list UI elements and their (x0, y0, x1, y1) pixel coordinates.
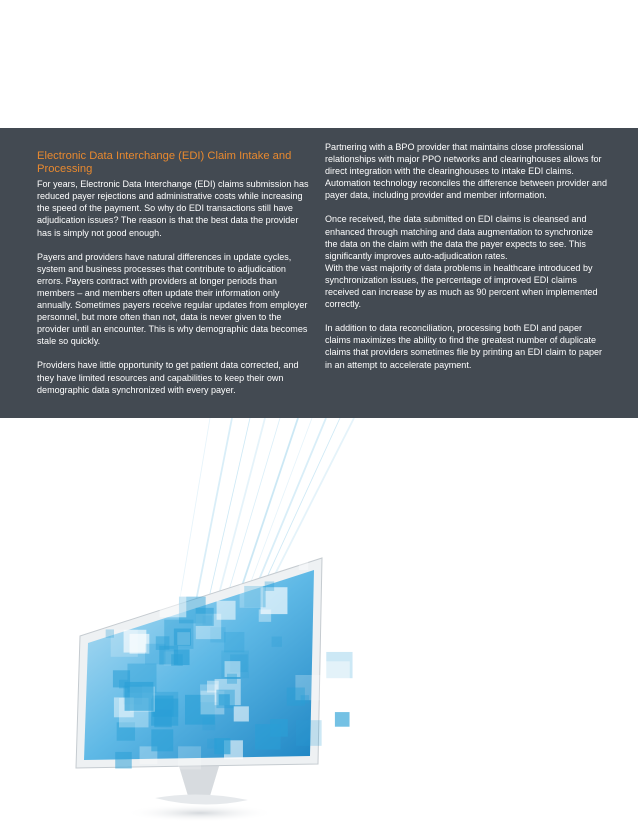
screen-tile (296, 720, 322, 746)
screen-tile (111, 630, 138, 657)
screen-tile (178, 746, 201, 769)
screen-tile (265, 581, 274, 590)
screen-tile (325, 661, 350, 686)
screen-tile (207, 739, 217, 749)
content-band (0, 128, 638, 418)
screen-tile (255, 724, 280, 749)
right-paragraph-3: With the vast majority of data problems in healthcare introduced by synchronization issues, the percentage of improved EDI claims received can increase by as much as 90 percent when implemented correctly. (325, 262, 598, 310)
screen-tile (240, 584, 263, 607)
screen-tile (272, 637, 282, 647)
screen-tile (299, 561, 308, 570)
screen-tile (335, 712, 350, 727)
left-column (37, 143, 312, 408)
stand-shadow (125, 804, 275, 822)
screen-tile (151, 729, 173, 751)
screen-tile (287, 688, 305, 706)
screen-tile (174, 649, 190, 665)
right-paragraph-4: In addition to data reconciliation, processing both EDI and paper claims maximizes the ability to find the greatest number of duplicate claims that providers sometimes file by printing an EDI claim to paper in an attempt to accelerate payment. (325, 323, 603, 370)
left-paragraph-1: For years, Electronic Data Interchange (EDI) claims submission has reduced payer rejections and administrative costs while increasing the speed of the payment. So why do EDI transactions still have adjudication issues? The reason is that the best data the provider has is simply not good enough. (37, 179, 309, 238)
right-paragraph-2: Once received, the data submitted on EDI claims is cleansed and enhanced through matching and data augmentation to synchronize the data on the claim with the data the payer expects to see. This significantly improves auto-adjudication rates. (325, 214, 594, 261)
screen-tile (154, 710, 171, 727)
screen-tile (227, 674, 237, 684)
right-paragraph-1: Partnering with a BPO provider that maintains close professional relationships with major PPO networks and clearinghouses allows for direct integration with the clearinghouses to intake EDI claims. Automation technology reconciles the difference between provider and payer data, including provider and member information. (325, 142, 607, 201)
left-paragraph-2: Payers and providers have natural differences in update cycles, system and business processes that contribute to adjudication errors. Payers contract with providers at longer periods than members – and members often update their information only annually. Sometimes payers receive regular updates from employer personnel, but more often than not, data is never given to the provider until an encounter. This is why demographic data becomes stale so quickly. (37, 251, 308, 347)
screen-tile (156, 636, 170, 650)
monitor-base (155, 794, 248, 804)
section-heading: Electronic Data Interchange (EDI) Claim Intake and Processing (37, 150, 292, 175)
screen-tile (234, 706, 249, 721)
screen-tile (174, 629, 191, 646)
monitor-illustration (60, 418, 380, 826)
screen-tile (224, 632, 244, 652)
screen-tile (259, 609, 271, 621)
left-paragraph-3: Providers have little opportunity to get patient data corrected, and they have limited resources and capabilities to keep their own demographic data synchronized with every payer. (37, 360, 299, 395)
screen-tile (160, 591, 187, 618)
screen-tile (125, 682, 154, 711)
right-column (325, 141, 607, 383)
screen-tile (115, 752, 132, 769)
screen-tile (196, 608, 214, 626)
screen-tile (106, 629, 114, 637)
screen-tile (216, 690, 234, 708)
